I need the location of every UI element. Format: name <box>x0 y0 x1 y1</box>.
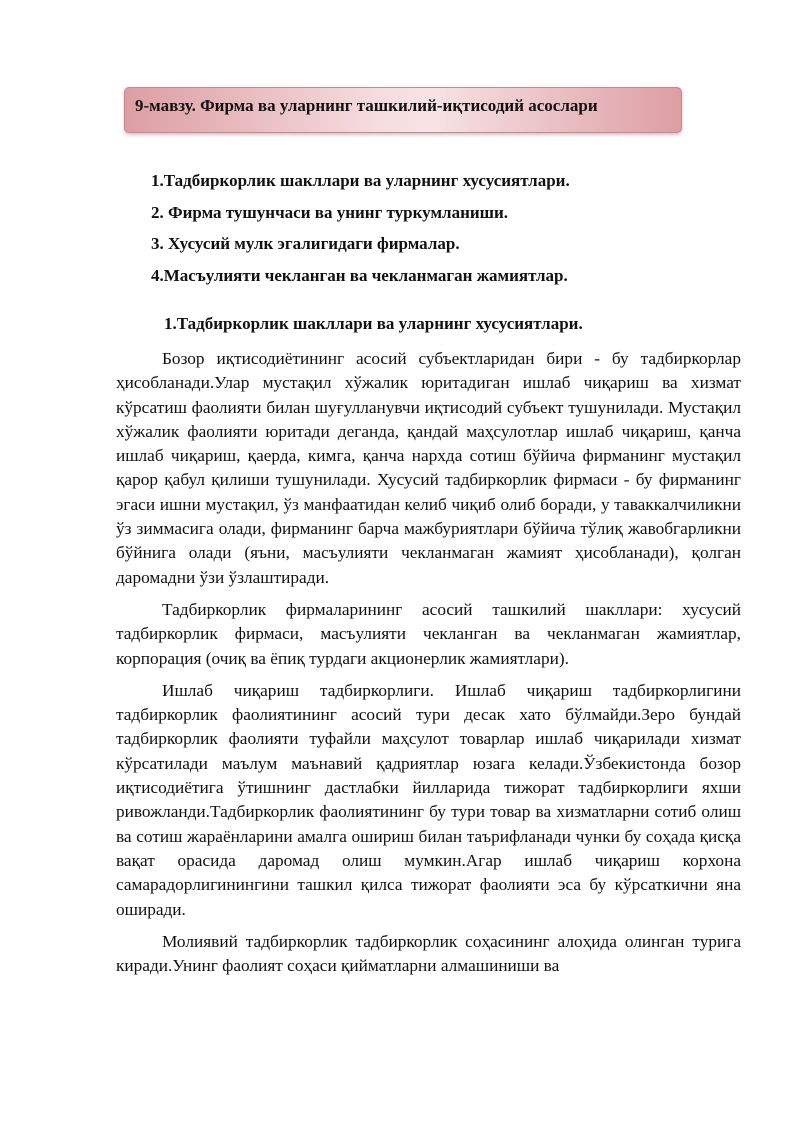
paragraph: Ишлаб чиқариш тадбиркорлиги. Ишлаб чиқариш тадбиркорлигини тадбиркорлик фаолиятининг асосий тури десак хато бўлмайди.Зеро бундай тадбиркорлик фаолияти туфайли маҳсулот товарлар ишлаб чиқарилади хизмат кўрсатилади маълум маънавий қадриятлар юзага келади.Ўзбекистонда бозор иқтисодиётига ўтишнинг дастлабки йилларида тижорат тадбиркорлиги яхши ривожланди.Тадбиркорлик фаолиятининг бу тури товар ва хизматларни сотиб олиш ва сотиш жараёнларини амалга ошириш билан таърифланади чунки бу соҳада қисқа вақат орасида даромад олиш мумкин.Агар ишлаб чиқариш корхона самарадорлигинингини ташкил қилса тижорат фаолияти эса бу кўрсаткични яна оширади. <box>116 680 741 919</box>
topic-title-box <box>124 87 682 133</box>
section-heading: 1.Тадбиркорлик шакллари ва уларнинг хусусиятлари. <box>164 314 583 333</box>
outline-item: 3. Хусусий мулк эгалигидаги фирмалар. <box>151 234 460 253</box>
outline-item: 4.Масъулияти чекланган ва чекланмаган жамиятлар. <box>151 265 568 285</box>
body-text <box>116 347 741 986</box>
paragraph: Бозор иқтисодиётининг асосий субъектларидан бири - бу тадбиркорлар ҳисобланади.Улар мустақил хўжалик юритадиган ишлаб чиқариш ва хизмат кўрсатиш фаолияти билан шуғулланувчи иқтисодий субъект тушунилади. Мустақил хўжалик фаолияти юритади деганда, қандай маҳсулотлар ишлаб чиқариш, қанча ишлаб чиқариш, қаерда, кимга, қанча нархда сотиш бўйича фирманинг мустақил қарор қабул қилиши тушунилади. Хусусий тадбиркорлик фирмаси - бу фирманинг эгаси ишни мустақил, ўз манфаатидан келиб чиқиб олиб боради, у таваккалчиликни ўз зиммасига олади, фирманинг барча мажбуриятлари бўйича тўлиқ жавобгарликни бўйнига олади (яъни, масъулияти чекланмаган жамият ҳисобланади), қолган даромадни ўзи ўзлаштиради. <box>116 349 741 587</box>
topic-outline <box>151 168 711 294</box>
outline-item: 2. Фирма тушунчаси ва унинг туркумланиши. <box>151 202 509 222</box>
topic-title: 9-мавзу. Фирма ва уларнинг ташкилий-иқтисодий асослари <box>135 96 598 115</box>
paragraph: Тадбиркорлик фирмаларининг асосий ташкилий шакллари: хусусий тадбиркорлик фирмаси, масъулияти чекланган ва чекланмаган жамиятлар, корпорация (очиқ ва ёпиқ турдаги акционерлик жамиятлари). <box>116 599 741 668</box>
outline-item: 1.Тадбиркорлик шакллари ва уларнинг хусусиятлари. <box>151 171 570 190</box>
paragraph: Молиявий тадбиркорлик тадбиркорлик соҳасининг алоҳида олинган турига киради.Унинг фаолият соҳаси қийматларни алмашиниши ва <box>116 931 741 976</box>
